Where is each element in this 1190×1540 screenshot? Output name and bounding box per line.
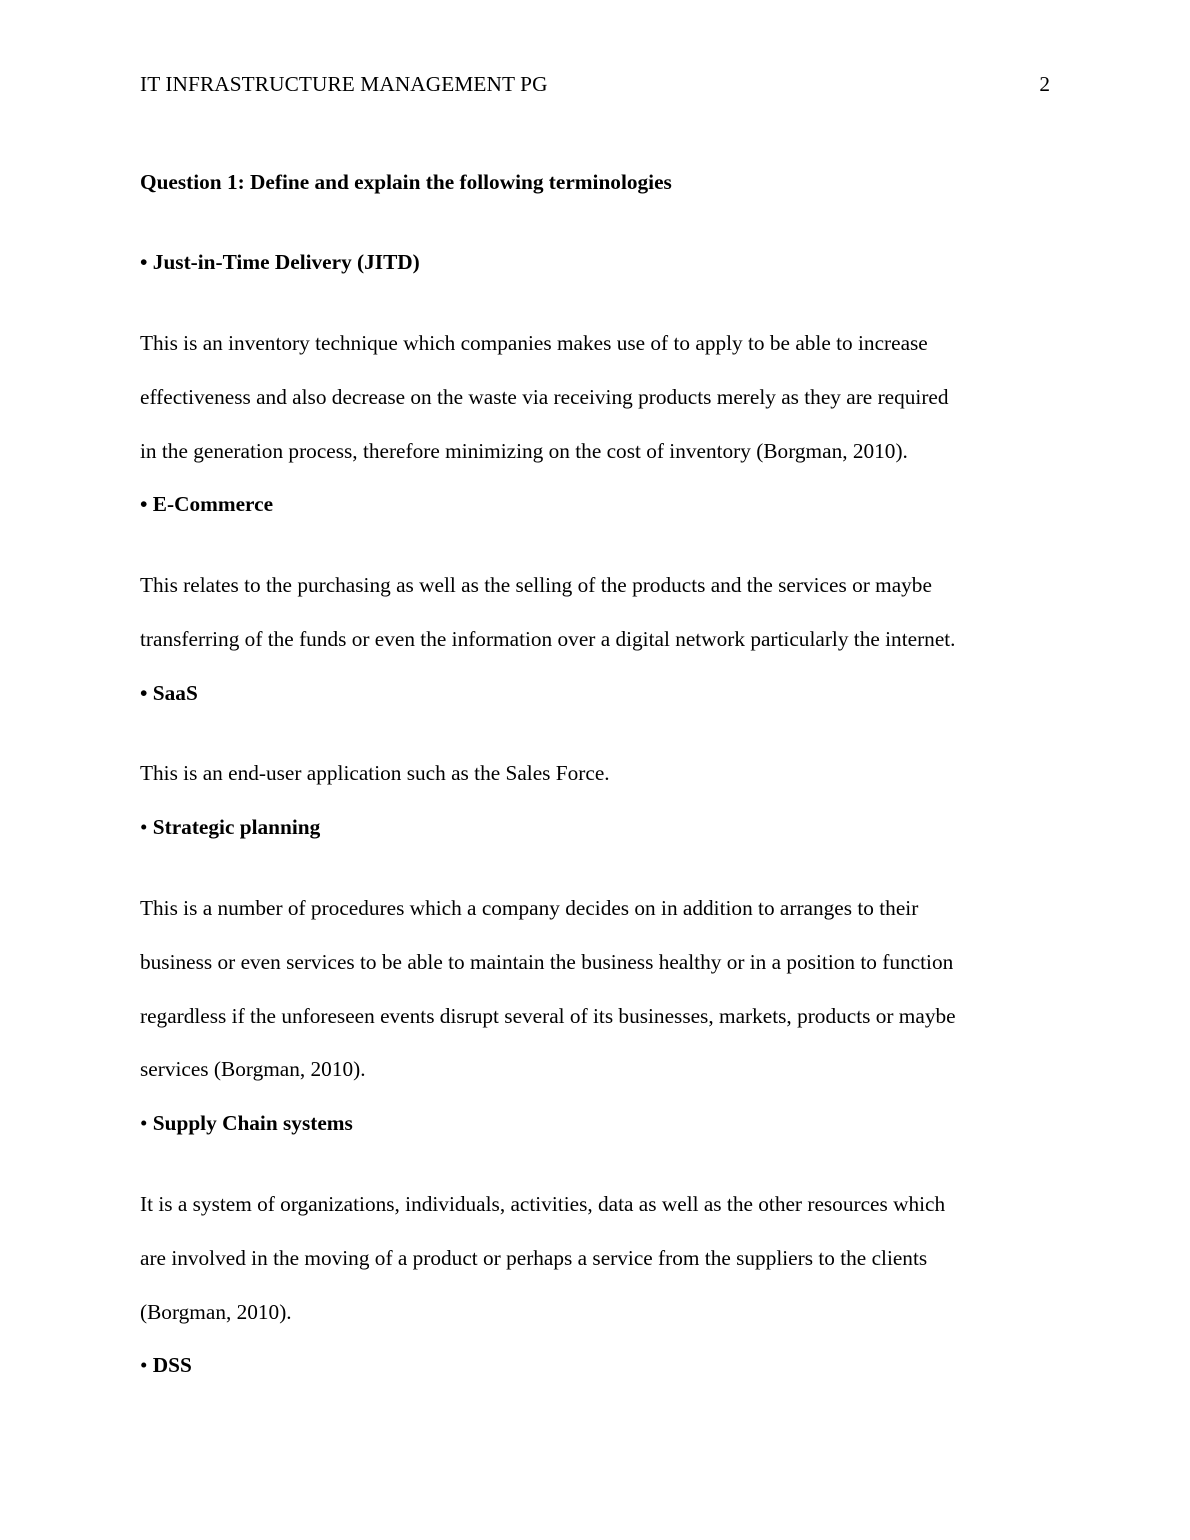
bullet-icon: • (140, 1111, 148, 1135)
paragraph-line: regardless if the unforeseen events disrupt several of its businesses, markets, products or maybe (140, 1003, 956, 1028)
term-heading-ecommerce (140, 490, 273, 518)
running-head: IT INFRASTRUCTURE MANAGEMENT PG (140, 72, 548, 96)
term-heading-supply-chain (140, 1109, 353, 1137)
question-heading: Question 1: Define and explain the following terminologies (140, 170, 672, 194)
paragraph-line: This is an inventory technique which companies makes use of to apply to be able to increase (140, 331, 928, 355)
bullet-icon: • (140, 250, 148, 274)
term-heading-strategic-planning (140, 813, 320, 841)
term-heading-dss (140, 1351, 192, 1379)
paragraph-line: are involved in the moving of a product or perhaps a service from the suppliers to the clients (140, 1245, 928, 1270)
bullet-icon: • (140, 815, 148, 839)
term-label: SaaS (152, 681, 198, 705)
paragraph-line: services (Borgman, 2010). (140, 1057, 366, 1082)
term-definition-ecommerce (140, 571, 1050, 679)
bullet-icon: • (140, 1353, 148, 1377)
paragraph-line: effectiveness and also decrease on the waste via receiving products merely as they are required (140, 384, 949, 409)
paragraph-line: It is a system of organizations, individuals, activities, data as well as the other resources which (140, 1192, 946, 1216)
paragraph-line: transferring of the funds or even the information over a digital network particularly the internet. (140, 626, 956, 651)
term-definition-strategic-planning (140, 894, 1050, 1109)
term-label: Supply Chain systems (152, 1111, 353, 1135)
term-heading-jitd (140, 248, 420, 276)
paragraph-line: in the generation process, therefore minimizing on the cost of inventory (Borgman, 2010). (140, 438, 908, 463)
bullet-icon: • (140, 681, 148, 705)
term-label: Just-in-Time Delivery (JITD) (152, 250, 420, 274)
paragraph-line: This is a number of procedures which a company decides on in addition to arranges to their (140, 896, 919, 920)
term-label: E-Commerce (152, 492, 274, 516)
term-definition-supply-chain (140, 1190, 1050, 1351)
paragraph-line: (Borgman, 2010). (140, 1299, 292, 1324)
paragraph-line: This relates to the purchasing as well as the selling of the products and the services or maybe (140, 573, 932, 597)
paragraph-line: This is an end-user application such as the Sales Force. (140, 761, 610, 785)
paragraph-line: business or even services to be able to maintain the business healthy or in a position to function (140, 949, 954, 974)
bullet-icon: • (140, 492, 148, 516)
term-definition-jitd (140, 329, 1050, 490)
term-label: Strategic planning (152, 815, 321, 839)
term-definition-saas (140, 759, 1050, 813)
term-heading-saas (140, 679, 198, 707)
term-label: DSS (152, 1353, 192, 1377)
page-number: 2 (1039, 72, 1050, 96)
